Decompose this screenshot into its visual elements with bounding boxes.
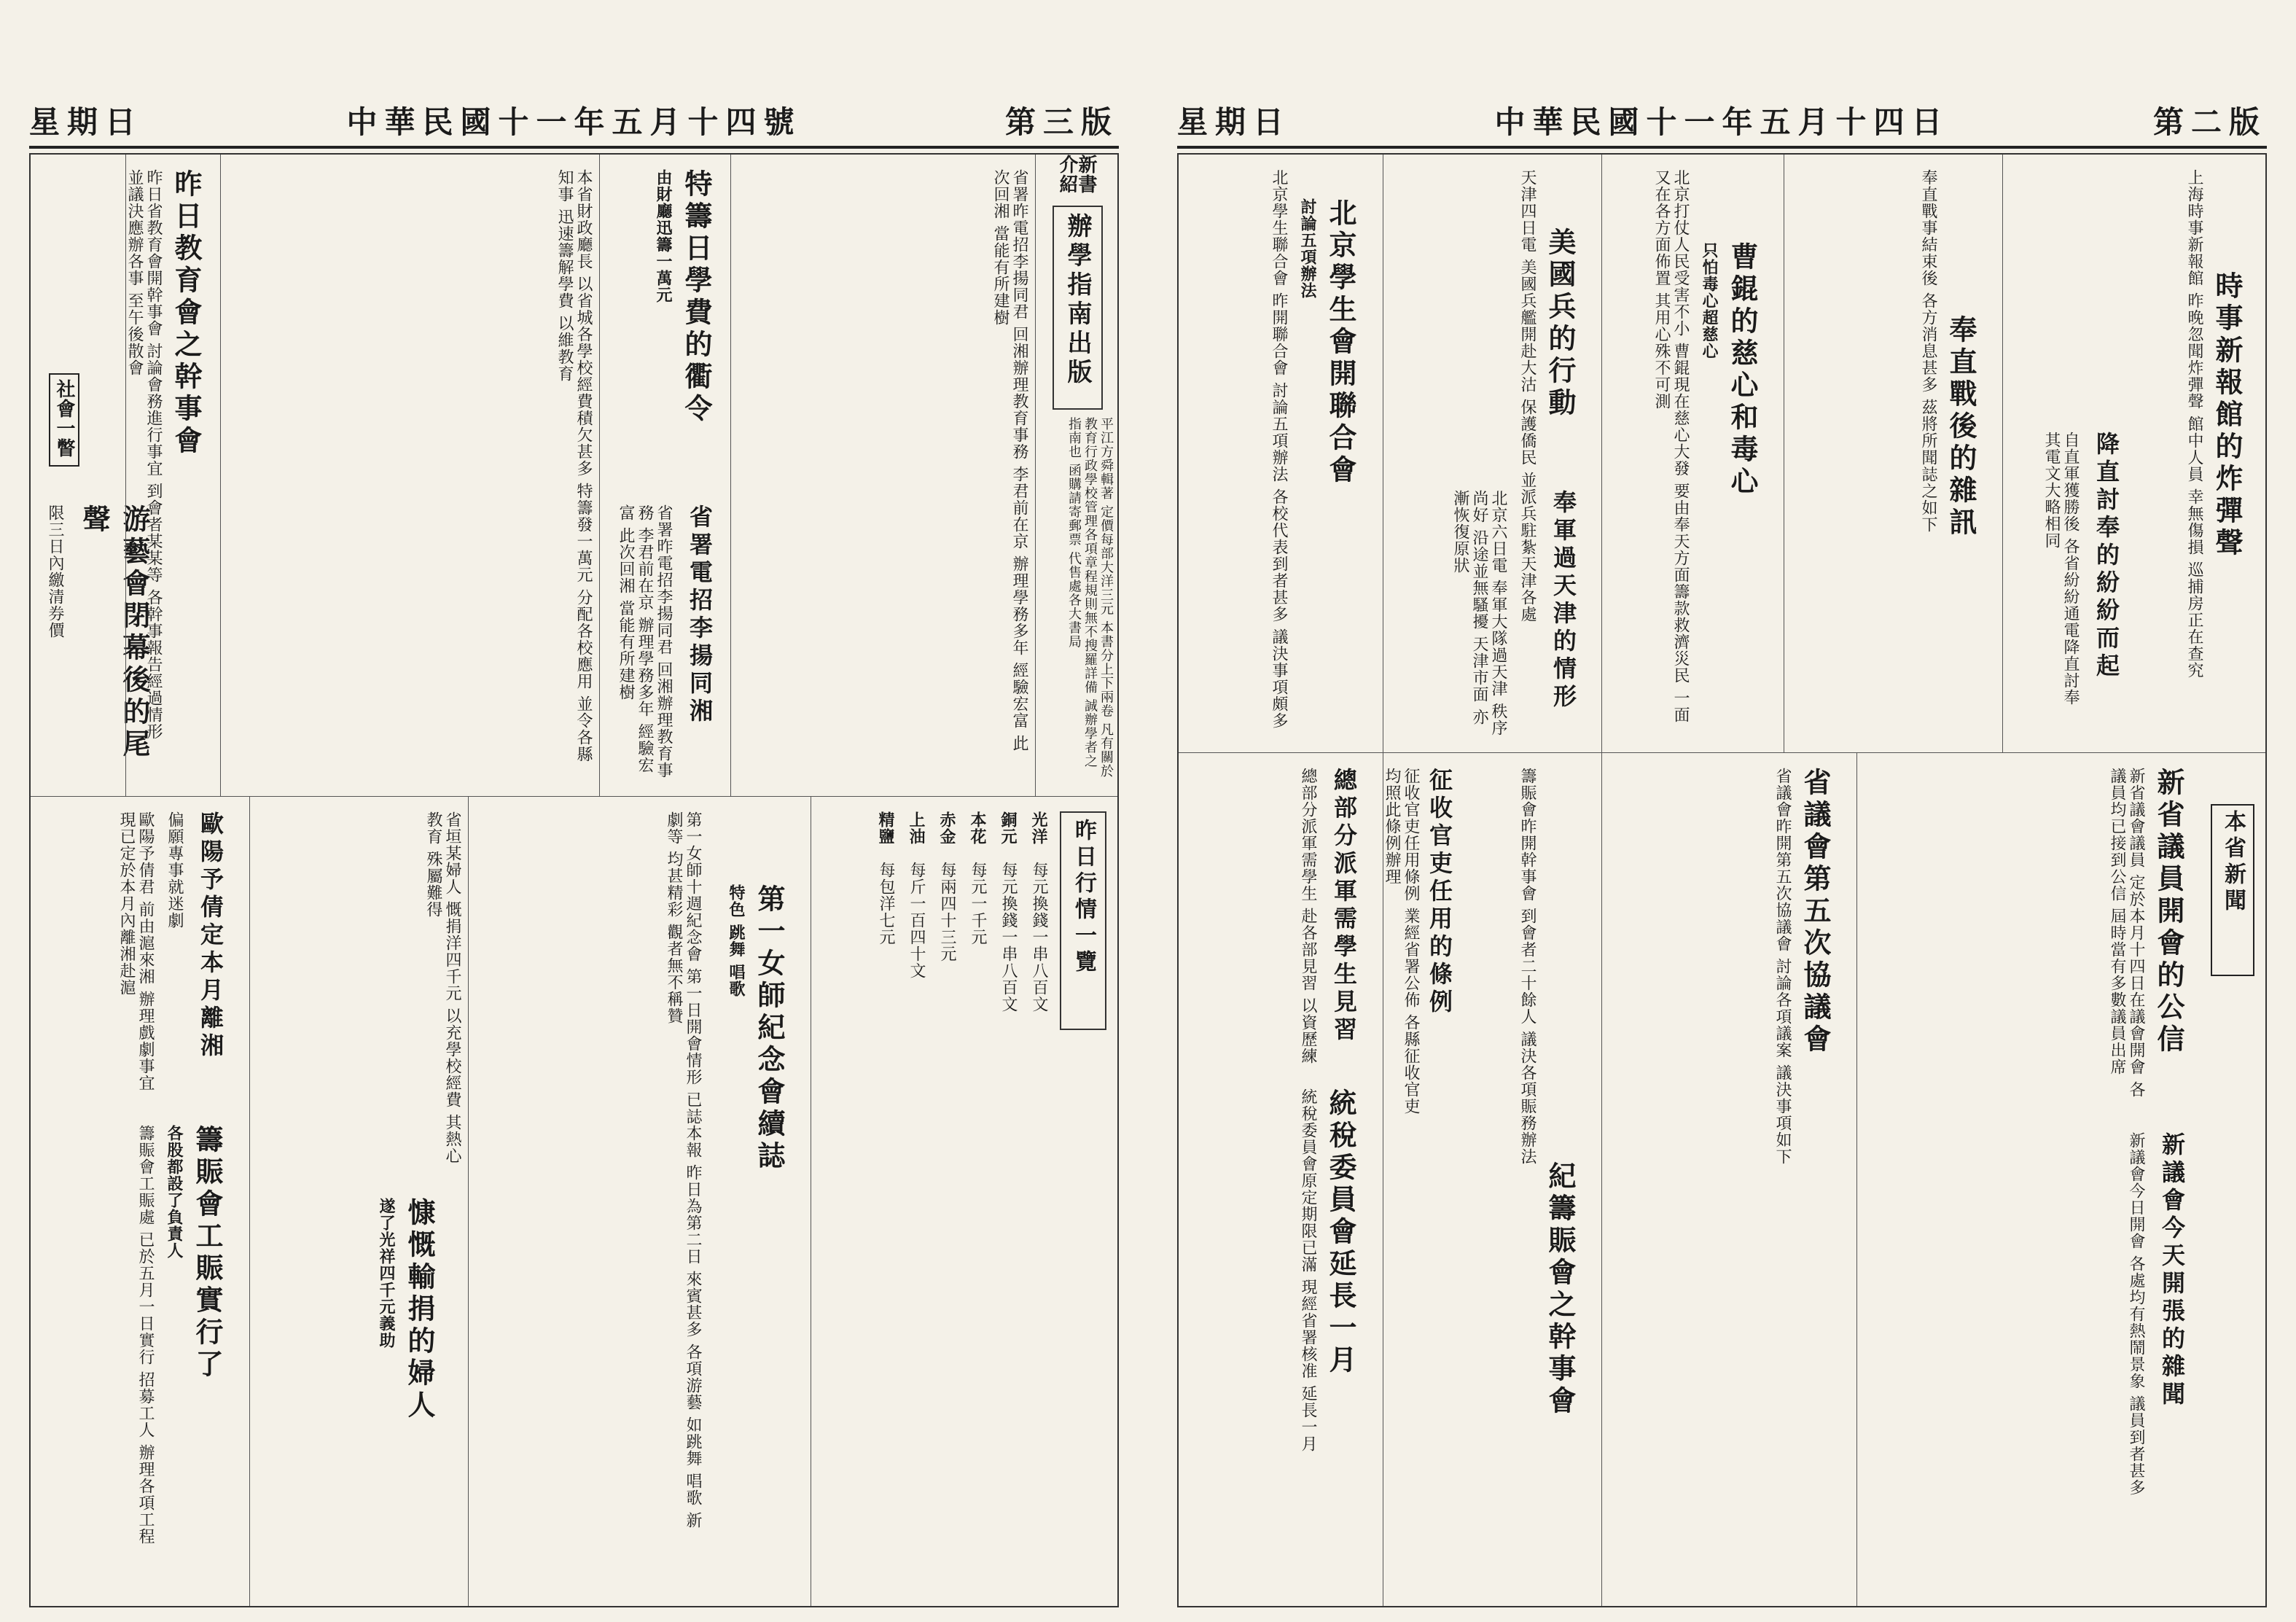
article-body: 省署昨電招李揚同君 回湘辦理教育事務 李君前在京 辦理學務多年 經驗宏富 此次回湘 當能有所建樹 [991,169,1028,752]
article-title: 新議會今天開張的雜聞 [2158,1132,2186,1409]
article-kicker: 特色 跳舞 唱歌 [727,884,746,998]
article-body: 省垣某婦人 慨捐洋四千元 以充學校經費 其熱心教育 殊屬難得 [424,811,461,1164]
left-page-header [29,95,1119,149]
article-bomb-and-surrender [2002,155,2269,752]
article-title: 歐陽予倩定本月離湘 [197,811,224,1061]
market-prices [811,797,1121,1606]
market-row [999,811,1018,1540]
article-title: 北京學生會開聯合會 [1324,198,1357,487]
article-body: 征收官吏任用條例 業經省署公佈 各縣征收官吏 均照此條例辦理 [1383,768,1420,1115]
article-title: 籌賑會工賑實行了 [191,1125,224,1381]
market-item: 精鹽 [876,811,895,845]
right-section: 第二版 [2152,104,2267,140]
market-item: 上油 [907,811,926,845]
article-title: 昨日教育會之幹事會 [170,169,203,458]
article-text-block [220,155,600,796]
left-bottom-region [31,796,1117,1606]
article-text-block-2 [730,155,1036,796]
market-price: 每元換錢一串八百文 [1030,862,1048,1013]
article-body: 省議會昨開第五次協議會 討論各項議案 議決事項如下 [1773,768,1792,1165]
article-title: 奉直戰後的雜訊 [1945,315,1977,539]
market-price: 每兩四十三元 [938,862,956,962]
article-title: 第一女師紀念會續誌 [753,884,786,1173]
article-title: 美國兵的行動 [1544,227,1577,420]
article-beijing-students [1179,155,1383,752]
left-section: 第三版 [1004,104,1119,140]
article-body: 北京六日電 奉軍大隊過天津 秩序尚好 沿途並無騷擾 天津市面 亦漸恢復原狀 [1451,490,1507,736]
market-price: 每斤一百四十文 [907,862,926,979]
left-date: 中華民國十一年五月十四號 [346,104,802,140]
market-price: 每元一千元 [969,862,987,945]
right-page-frame [1177,153,2267,1607]
article-body: 上海時事新報館 昨晚忽聞炸彈聲 館中人員 幸無傷損 巡捕房正在查究 [2185,169,2203,679]
right-page-header [1177,95,2267,149]
right-date: 中華民國十一年五月十四日 [1494,104,1950,140]
social-label: 社會一瞥 [53,379,75,458]
article-body: 本省財政廳長 以省城各學校經費積欠甚多 特籌發一萬元 分配各校應用 並令各縣知事 迅速籌解學費 以維教育 [555,169,593,763]
article-kicker: 遂了光祥四千元義助 [377,1198,396,1349]
market-row [907,811,926,1540]
article-title: 慷慨輸捐的婦人 [403,1198,436,1422]
book-ad-body: 平江方舜輯著 定價每部大洋三元 本書分上下兩卷 凡有關於教育行政學校管理各項章程規則無不搜羅詳備 誠辦學者之指南也 函購請寄郵票 代售處各大書局 [1066,417,1114,779]
article-assembly-meeting [1601,753,1857,1606]
article-school-fee [599,155,731,796]
provincial-news [1856,753,2269,1606]
article-kicker: 各股都設了負責人 [165,1125,184,1259]
article-cao-kun [1601,155,1784,752]
left-top-region [31,155,1117,796]
social-kicker: 限三日內繳清券價 [46,504,64,639]
article-kicker: 討論五項辦法 [1298,198,1317,299]
article-title: 奉軍過天津的情形 [1550,490,1577,711]
article-us-troops [1383,155,1602,752]
provincial-news-label: 本省新聞 [2211,804,2254,976]
article-body: 北京學生聯合會 昨開聯合會 討論五項辦法 各校代表到者甚多 議決事項頗多 [1270,169,1288,729]
left-page-frame [29,153,1119,1607]
article-title: 省署電招李揚同湘 [686,504,714,726]
market-row [1029,811,1048,1540]
right-weekday: 星期日 [1177,104,1292,140]
article-title: 曹錕的慈心和毒心 [1726,242,1759,499]
article-body: 新省議會議員 定於本月十四日在議會開會 各議員均已接到公信 屆時當有多數議員出席 [2108,768,2145,1098]
market-item: 本花 [968,811,987,845]
right-bottom-region [1179,752,2265,1606]
article-title: 紀籌賑會之幹事會 [1544,1161,1577,1418]
social-label-box [49,373,79,467]
book-ad-label: 新書介紹 [1056,155,1097,194]
article-title: 特籌日學費的衢令 [680,169,713,426]
article-relief-work [31,797,249,1606]
market-row [876,811,895,1540]
article-body: 北京打仗人民受害不小 曹錕現在慈心大發 要由奉天方面籌款救濟災民 一面又在各方面佈置 其用心殊不可測 [1652,169,1690,723]
article-body: 自直軍獲勝後 各省紛紛通電降直討奉 其電文大略相同 [2042,432,2080,706]
article-body: 第一女師十週紀念會 第一日開會情形 已誌本報 昨日為第二日 來賓甚多 各項游藝 如跳舞 唱歌 新劇等 均甚精彩 觀者無不稱贊 [665,811,702,1529]
article-title: 征收官吏任用的條例 [1426,768,1453,1017]
article-title: 降直討奉的紛紛而起 [2093,432,2120,681]
article-relief-meeting [1383,753,1602,1606]
article-postwar-news [1784,155,2003,752]
market-item: 銅元 [999,811,1018,845]
market-row [937,811,956,1540]
article-body: 新議會今日開會 各處均有熱鬧景象 議員到者甚多 [2127,1132,2145,1496]
article-body: 昨日省教育會開幹事會 討論會務進行事宜 到會者某某等 各幹事報告經過情形 並議決應辦各事 至午後散會 [125,169,163,740]
article-kicker: 由財廳迅籌一萬元 [654,169,673,303]
article-title: 時事新報館的炸彈聲 [2211,271,2244,560]
article-title: 總部分派軍需學生見習 [1330,768,1358,1045]
article-title: 新省議員開會的公信 [2152,768,2185,1056]
article-title: 省議會第五次協議會 [1799,768,1832,1056]
article-body: 籌賑會昨開幹事會 到會者二十餘人 議決各項賑務辦法 [1518,768,1536,1165]
article-body: 天津四日電 美國兵艦開赴大沽 保護僑民 並派兵駐紮天津各處 [1518,169,1536,623]
market-title: 昨日行情一覽 [1060,811,1106,1030]
article-kicker: 只怕毒心超慈心 [1700,242,1719,359]
left-weekday: 星期日 [29,104,144,140]
article-body: 奉直戰事結束後 各方消息甚多 茲將所聞誌之如下 [1919,169,1937,533]
article-body: 總部分派軍需學生 赴各部見習 以資歷練 [1299,768,1317,1064]
market-item: 赤金 [937,811,956,845]
article-kicker: 偏願專事就迷劇 [165,811,184,929]
article-edu-meeting [125,155,221,796]
market-price: 每包洋七元 [877,862,895,945]
market-item: 光洋 [1029,811,1048,845]
article-title: 統稅委員會延長一月 [1324,1088,1357,1377]
market-row [968,811,987,1540]
article-woman-donation [249,797,469,1606]
book-ad-column [1035,155,1121,796]
right-page [1148,0,2296,1622]
article-body: 歐陽予倩君 前由滬來湘 辦理戲劇事宜 現已定於本月內離湘赴滬 [117,811,155,1091]
market-table [876,811,1048,1540]
article-tax-committee [1179,753,1383,1606]
article-body: 籌賑會工賑處 已於五月一日實行 招募工人 辦理各項工程 [136,1125,155,1545]
book-ad-banner: 辦學指南出版 [1053,206,1103,410]
social-title: 游藝會閉幕後的尾聲 [78,504,151,761]
market-price: 每元換錢一串八百文 [999,862,1018,1013]
article-body: 省署昨電招李揚同君 回湘辦理教育事務 李君前在京 辦理學務多年 經驗宏富 此次回湘 當能有所建樹 [617,504,673,779]
right-top-region [1179,155,2265,752]
article-girls-school [468,797,811,1606]
article-body: 統稅委員會原定期限已滿 現經省署核准 延長一月 [1299,1088,1317,1452]
